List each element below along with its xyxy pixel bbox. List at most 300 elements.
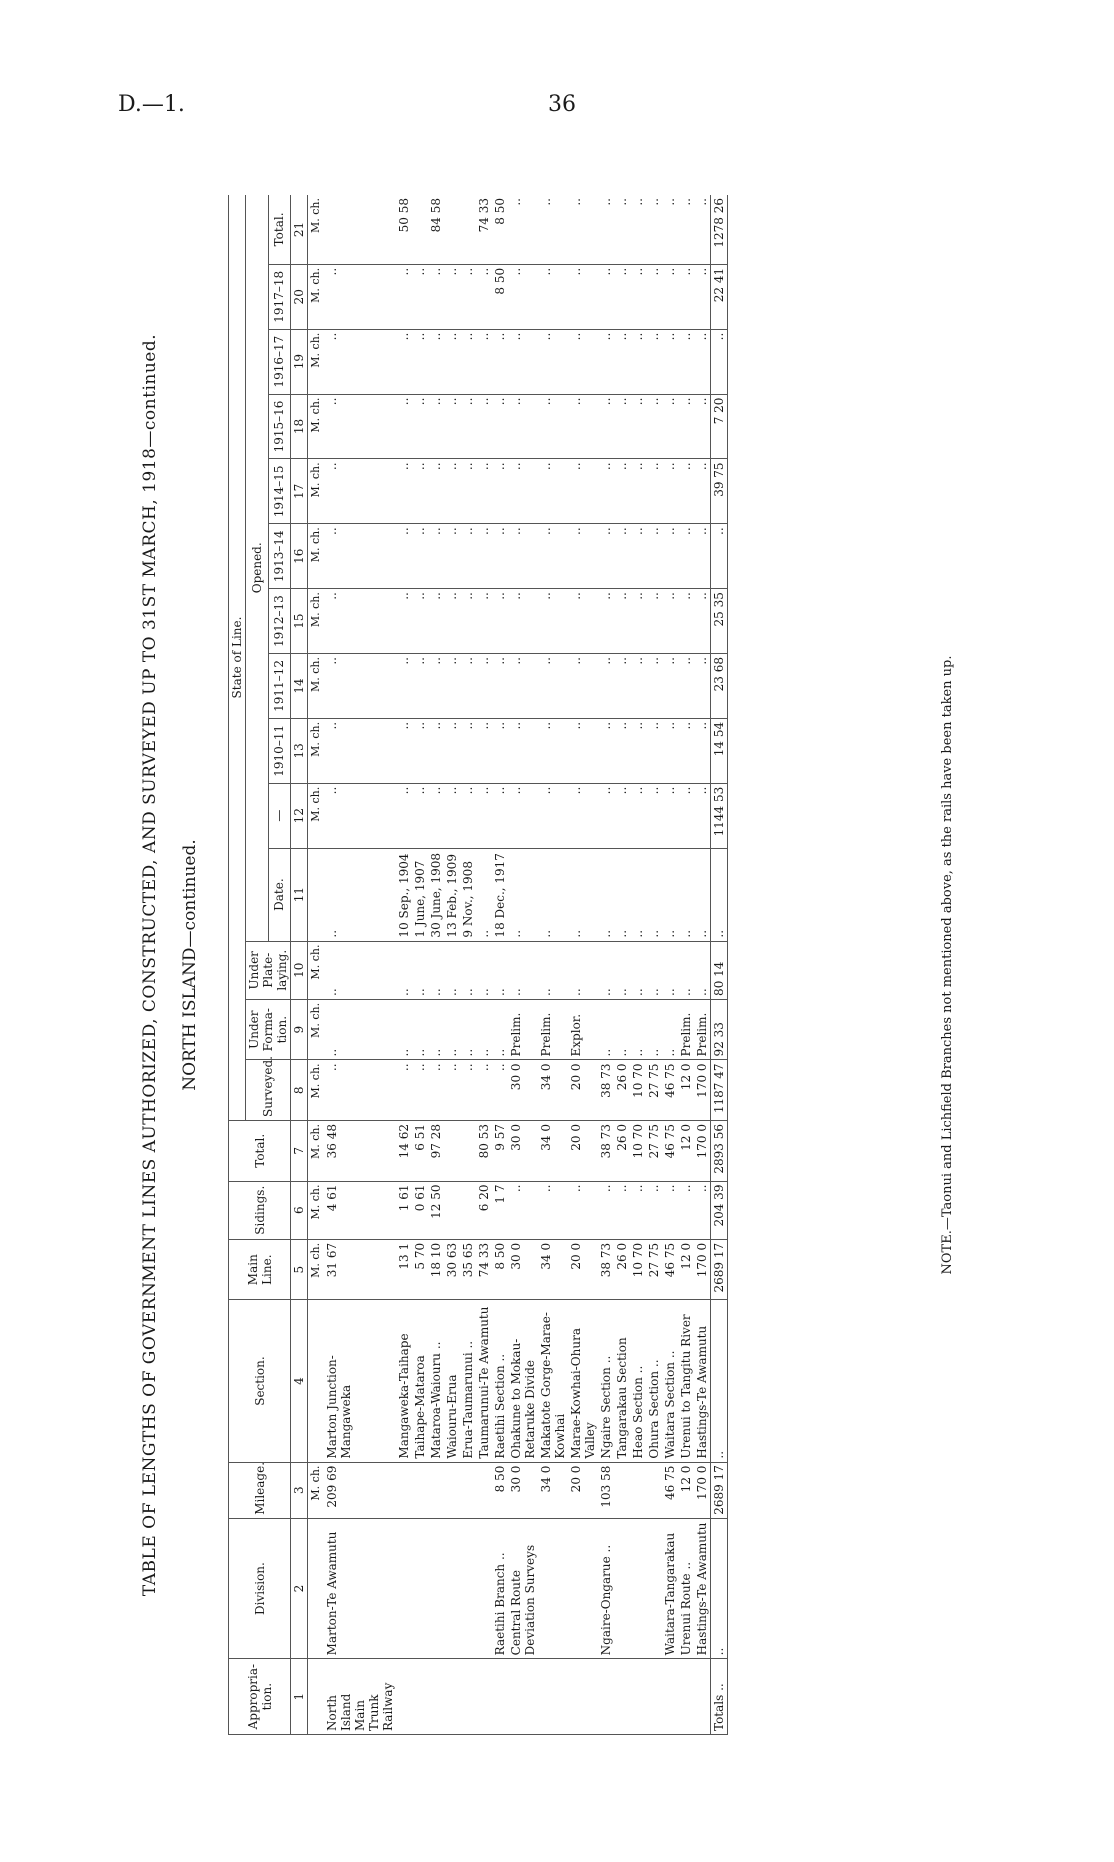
cell-c16: ..	[396, 524, 412, 589]
cell-formation: ..	[646, 999, 662, 1060]
cell-surveyed: 12 0	[678, 1060, 694, 1121]
cell-c18: ..	[444, 394, 460, 459]
cell-c19: ..	[428, 329, 444, 394]
cell-c13: ..	[460, 718, 476, 783]
total-cell-total: 2893 56	[711, 1121, 728, 1182]
cell-total: 10 70	[630, 1121, 646, 1182]
total-cell-surveyed: 1187 47	[711, 1060, 728, 1121]
cell-main: 20 0	[568, 1239, 598, 1300]
cell-c13: ..	[630, 718, 646, 783]
cell-appropriation	[396, 1659, 412, 1735]
cell-c12: ..	[428, 783, 444, 848]
header-sidings: Sidings.	[229, 1181, 291, 1239]
cell-c19: ..	[694, 329, 711, 394]
total-cell-c15: 25 35	[711, 589, 728, 654]
cell-c17: ..	[630, 459, 646, 524]
header-opened: Opened.	[246, 195, 269, 941]
cell-c21: ..	[568, 195, 598, 264]
cell-main: 34 0	[538, 1239, 568, 1300]
cell-surveyed: ..	[460, 1060, 476, 1121]
table-body	[308, 195, 728, 1735]
cell-c21: ..	[598, 195, 614, 264]
cell-c12: ..	[662, 783, 678, 848]
cell-appropriation	[646, 1659, 662, 1735]
cell-sidings: ..	[646, 1181, 662, 1239]
cell-c21: 74 33	[476, 195, 492, 264]
cell-date: 13 Feb., 1909	[444, 848, 460, 941]
cell-c16: ..	[476, 524, 492, 589]
cell-sidings: ..	[508, 1181, 538, 1239]
table-title: TABLE OF LENGTHS OF GOVERNMENT LINES AUTHORIZED, CONSTRUCTED, AND SURVEYED UP TO 31ST MARCH, 1918—continued.	[140, 333, 160, 1597]
header-1917-18: 1917–18	[268, 264, 291, 329]
cell-c15: ..	[646, 589, 662, 654]
cell-main: 46 75	[662, 1239, 678, 1300]
cell-c16: ..	[598, 524, 614, 589]
cell-c14: ..	[428, 654, 444, 719]
cell-c21: 8 50	[492, 195, 508, 264]
cell-c14: ..	[694, 654, 711, 719]
cell-section: Ohura Section ..	[646, 1300, 662, 1462]
cell-c18: ..	[646, 394, 662, 459]
cell-section: Taihape-Mataroa	[412, 1300, 428, 1462]
cell-c17: ..	[614, 459, 630, 524]
cell-c18: ..	[396, 394, 412, 459]
cell-platelaying: ..	[396, 941, 412, 999]
cell-c21: ..	[646, 195, 662, 264]
column-number: 5	[291, 1239, 308, 1300]
cell-division	[428, 1518, 444, 1659]
cell-appropriation: North Island Main Trunk Railway	[324, 1659, 396, 1735]
cell-formation: ..	[492, 999, 508, 1060]
cell-platelaying: ..	[614, 941, 630, 999]
cell-appropriation	[460, 1659, 476, 1735]
total-cell-date: ..	[711, 848, 728, 941]
column-number: 6	[291, 1181, 308, 1239]
cell-c14: ..	[396, 654, 412, 719]
cell-date: ..	[538, 848, 568, 941]
cell-main: 5 70	[412, 1239, 428, 1300]
column-number: 9	[291, 999, 308, 1060]
lengths-table-wrap	[228, 195, 728, 1735]
cell-formation: Prelim.	[538, 999, 568, 1060]
cell-c17: ..	[460, 459, 476, 524]
cell-c21: ..	[538, 195, 568, 264]
cell-appropriation	[412, 1659, 428, 1735]
cell-formation: ..	[412, 999, 428, 1060]
cell-c20: ..	[460, 264, 476, 329]
cell-section: Taumarunui-Te Awamutu	[476, 1300, 492, 1462]
cell-mileage	[444, 1462, 460, 1518]
cell-division	[568, 1518, 598, 1659]
total-cell-c14: 23 68	[711, 654, 728, 719]
cell-c16: ..	[614, 524, 630, 589]
cell-platelaying: ..	[694, 941, 711, 999]
column-number: 2	[291, 1518, 308, 1659]
cell-surveyed: 20 0	[568, 1060, 598, 1121]
column-number: 15	[291, 589, 308, 654]
cell-c12: ..	[508, 783, 538, 848]
table-row	[324, 195, 396, 1735]
cell-c19: ..	[396, 329, 412, 394]
cell-c13: ..	[444, 718, 460, 783]
lengths-table	[228, 195, 728, 1735]
cell-c18: ..	[492, 394, 508, 459]
cell-platelaying: ..	[630, 941, 646, 999]
cell-c13: ..	[694, 718, 711, 783]
cell-sidings: 0 61	[412, 1181, 428, 1239]
cell-c19: ..	[646, 329, 662, 394]
cell-total: 20 0	[568, 1121, 598, 1182]
cell-appropriation	[492, 1659, 508, 1735]
total-cell-label: Totals ..	[711, 1659, 728, 1735]
cell-section: Ngaire Section ..	[598, 1300, 614, 1462]
header-opened-total: Total.	[268, 195, 291, 264]
table-row	[678, 195, 694, 1735]
cell-formation: ..	[396, 999, 412, 1060]
cell-date: ..	[476, 848, 492, 941]
cell-c20: 8 50	[492, 264, 508, 329]
header-total: Total.	[229, 1121, 291, 1182]
cell-sidings: ..	[538, 1181, 568, 1239]
cell-date: ..	[694, 848, 711, 941]
column-number: 8	[291, 1060, 308, 1121]
cell-division: Ngaire-Ongarue ..	[598, 1518, 614, 1659]
cell-c19: ..	[630, 329, 646, 394]
cell-c19: ..	[678, 329, 694, 394]
cell-mileage	[460, 1462, 476, 1518]
cell-c18: ..	[412, 394, 428, 459]
cell-c12: ..	[678, 783, 694, 848]
cell-c21: ..	[614, 195, 630, 264]
unit-cell-empty	[308, 1300, 325, 1462]
cell-sidings: ..	[568, 1181, 598, 1239]
cell-section: Erua-Taumarunui ..	[460, 1300, 476, 1462]
cell-main: 12 0	[678, 1239, 694, 1300]
cell-mileage: 8 50	[492, 1462, 508, 1518]
cell-c16: ..	[412, 524, 428, 589]
total-cell-mileage: 2689 17	[711, 1462, 728, 1518]
cell-section: Marton Junction-Mangaweka	[324, 1300, 396, 1462]
cell-surveyed: ..	[492, 1060, 508, 1121]
total-cell-c12: 1144 53	[711, 783, 728, 848]
cell-c15: ..	[678, 589, 694, 654]
cell-division: Raetihi Branch ..	[492, 1518, 508, 1659]
cell-division: Marton-Te Awamutu	[324, 1518, 396, 1659]
cell-c16: ..	[324, 524, 396, 589]
cell-c13: ..	[662, 718, 678, 783]
unit-label: M. ch.	[308, 718, 325, 783]
cell-appropriation	[678, 1659, 694, 1735]
cell-c20: ..	[396, 264, 412, 329]
total-cell-c20: 22 41	[711, 264, 728, 329]
table-row	[614, 195, 630, 1735]
cell-division	[538, 1518, 568, 1659]
cell-section: Mataroa-Waiouru ..	[428, 1300, 444, 1462]
cell-c14: ..	[444, 654, 460, 719]
cell-date: ..	[568, 848, 598, 941]
cell-formation: ..	[614, 999, 630, 1060]
cell-c17: ..	[598, 459, 614, 524]
cell-platelaying: ..	[538, 941, 568, 999]
cell-c15: ..	[508, 589, 538, 654]
cell-c14: ..	[412, 654, 428, 719]
cell-total: 9 57	[492, 1121, 508, 1182]
unit-label: M. ch.	[308, 999, 325, 1060]
cell-c13: ..	[568, 718, 598, 783]
cell-total: 46 75	[662, 1121, 678, 1182]
cell-formation: ..	[428, 999, 444, 1060]
cell-c17: ..	[678, 459, 694, 524]
unit-row	[308, 195, 325, 1735]
cell-c18: ..	[428, 394, 444, 459]
cell-c19: ..	[538, 329, 568, 394]
table-note: NOTE.—Taonui and Lichfield Branches not mentioned above, as the rails have been taken up.	[940, 655, 955, 1275]
cell-platelaying: ..	[646, 941, 662, 999]
cell-main: 10 70	[630, 1239, 646, 1300]
unit-label: M. ch.	[308, 1060, 325, 1121]
cell-section: Marae-Kowhai-Ohura Valley	[568, 1300, 598, 1462]
unit-label: M. ch.	[308, 1462, 325, 1518]
header-1910-11: 1910–11	[268, 718, 291, 783]
cell-mileage	[614, 1462, 630, 1518]
unit-label: M. ch.	[308, 1121, 325, 1182]
column-number: 19	[291, 329, 308, 394]
cell-formation: ..	[662, 999, 678, 1060]
unit-label: M. ch.	[308, 1181, 325, 1239]
cell-c21: ..	[678, 195, 694, 264]
unit-label: M. ch.	[308, 195, 325, 264]
cell-c17: ..	[568, 459, 598, 524]
column-number: 13	[291, 718, 308, 783]
total-cell-c13: 14 54	[711, 718, 728, 783]
cell-sidings	[460, 1181, 476, 1239]
unit-cell-empty	[308, 1659, 325, 1735]
header-appropriation: Appropria-tion.	[229, 1659, 291, 1735]
cell-c19: ..	[614, 329, 630, 394]
cell-c18: ..	[460, 394, 476, 459]
cell-c20: ..	[678, 264, 694, 329]
cell-c15: ..	[598, 589, 614, 654]
cell-mileage	[412, 1462, 428, 1518]
cell-formation: ..	[444, 999, 460, 1060]
cell-surveyed: 10 70	[630, 1060, 646, 1121]
cell-platelaying: ..	[492, 941, 508, 999]
cell-sidings: ..	[694, 1181, 711, 1239]
cell-c17: ..	[662, 459, 678, 524]
unit-cell-empty	[308, 1518, 325, 1659]
cell-sidings: 12 50	[428, 1181, 444, 1239]
cell-formation: ..	[630, 999, 646, 1060]
cell-c15: ..	[694, 589, 711, 654]
cell-c14: ..	[662, 654, 678, 719]
table-row	[508, 195, 538, 1735]
cell-platelaying: ..	[508, 941, 538, 999]
cell-c13: ..	[614, 718, 630, 783]
cell-c15: ..	[444, 589, 460, 654]
total-cell-sidings: 204 39	[711, 1181, 728, 1239]
cell-main: 13 1	[396, 1239, 412, 1300]
cell-c12: ..	[492, 783, 508, 848]
cell-date: 30 June, 1908	[428, 848, 444, 941]
cell-division	[614, 1518, 630, 1659]
cell-c13: ..	[476, 718, 492, 783]
cell-c12: ..	[630, 783, 646, 848]
cell-sidings: 1 7	[492, 1181, 508, 1239]
total-cell-c16: ..	[711, 524, 728, 589]
cell-section: Waiouru-Erua	[444, 1300, 460, 1462]
cell-c13: ..	[598, 718, 614, 783]
column-number: 7	[291, 1121, 308, 1182]
cell-c15: ..	[662, 589, 678, 654]
cell-c16: ..	[538, 524, 568, 589]
cell-c16: ..	[492, 524, 508, 589]
cell-c12: ..	[396, 783, 412, 848]
cell-mileage: 12 0	[678, 1462, 694, 1518]
unit-label: M. ch.	[308, 459, 325, 524]
cell-c18: ..	[614, 394, 630, 459]
column-number: 10	[291, 941, 308, 999]
cell-date: ..	[508, 848, 538, 941]
column-number: 4	[291, 1300, 308, 1462]
cell-c20: ..	[568, 264, 598, 329]
cell-c12: ..	[476, 783, 492, 848]
cell-surveyed: 38 73	[598, 1060, 614, 1121]
cell-c21: ..	[694, 195, 711, 264]
cell-section: Waitara Section ..	[662, 1300, 678, 1462]
table-row	[568, 195, 598, 1735]
cell-date: 9 Nov., 1908	[460, 848, 476, 941]
cell-section: Mangaweka-Taihape	[396, 1300, 412, 1462]
cell-section: Ohakune to Mokau-Retaruke Divide	[508, 1300, 538, 1462]
cell-c16: ..	[694, 524, 711, 589]
cell-c13: ..	[678, 718, 694, 783]
cell-c17: ..	[412, 459, 428, 524]
header-surveyed: Surveyed.	[246, 1060, 291, 1121]
unit-label: M. ch.	[308, 654, 325, 719]
cell-c14: ..	[614, 654, 630, 719]
unit-label: M. ch.	[308, 329, 325, 394]
cell-c13: ..	[492, 718, 508, 783]
cell-division	[476, 1518, 492, 1659]
unit-cell-empty	[308, 848, 325, 941]
cell-c17: ..	[324, 459, 396, 524]
cell-c16: ..	[508, 524, 538, 589]
cell-c15: ..	[568, 589, 598, 654]
column-number: 3	[291, 1462, 308, 1518]
cell-c14: ..	[630, 654, 646, 719]
header-1912-13: 1912–13	[268, 589, 291, 654]
cell-c15: ..	[428, 589, 444, 654]
cell-division: Waitara-Tangarakau	[662, 1518, 678, 1659]
table-row	[460, 195, 476, 1735]
cell-c21: 50 58	[396, 195, 412, 264]
cell-c19: ..	[412, 329, 428, 394]
total-cell-section: ..	[711, 1300, 728, 1462]
cell-c16: ..	[568, 524, 598, 589]
cell-main: 18 10	[428, 1239, 444, 1300]
cell-surveyed: ..	[412, 1060, 428, 1121]
cell-c16: ..	[630, 524, 646, 589]
cell-c14: ..	[508, 654, 538, 719]
total-cell-c17: 39 75	[711, 459, 728, 524]
cell-formation: ..	[598, 999, 614, 1060]
cell-section: Makatote Gorge-Marae-Kowhai	[538, 1300, 568, 1462]
cell-date: ..	[630, 848, 646, 941]
cell-mileage: 170 0	[694, 1462, 711, 1518]
cell-c19: ..	[508, 329, 538, 394]
cell-mileage: 46 75	[662, 1462, 678, 1518]
cell-c18: ..	[662, 394, 678, 459]
cell-c14: ..	[476, 654, 492, 719]
header-date: Date.	[268, 848, 291, 941]
cell-c21: 84 58	[428, 195, 444, 264]
cell-total: 12 0	[678, 1121, 694, 1182]
cell-c17: ..	[508, 459, 538, 524]
header-1915-16: 1915–16	[268, 394, 291, 459]
cell-formation: Explor.	[568, 999, 598, 1060]
cell-c18: ..	[694, 394, 711, 459]
cell-date: ..	[598, 848, 614, 941]
cell-appropriation	[476, 1659, 492, 1735]
cell-sidings: ..	[630, 1181, 646, 1239]
total-cell-c19: ..	[711, 329, 728, 394]
cell-section: Raetihi Section ..	[492, 1300, 508, 1462]
cell-c15: ..	[538, 589, 568, 654]
cell-c15: ..	[396, 589, 412, 654]
cell-division	[412, 1518, 428, 1659]
cell-division: Central Route Deviation Surveys	[508, 1518, 538, 1659]
cell-c18: ..	[630, 394, 646, 459]
column-number: 1	[291, 1659, 308, 1735]
cell-main: 30 63	[444, 1239, 460, 1300]
cell-c15: ..	[614, 589, 630, 654]
cell-mileage	[646, 1462, 662, 1518]
cell-surveyed: 46 75	[662, 1060, 678, 1121]
table-row	[476, 195, 492, 1735]
cell-date: ..	[662, 848, 678, 941]
cell-c13: ..	[324, 718, 396, 783]
cell-c15: ..	[492, 589, 508, 654]
cell-appropriation	[598, 1659, 614, 1735]
cell-section: Hastings-Te Awamutu	[694, 1300, 711, 1462]
cell-c18: ..	[508, 394, 538, 459]
cell-c13: ..	[396, 718, 412, 783]
cell-c12: ..	[412, 783, 428, 848]
column-number: 18	[291, 394, 308, 459]
header-state-of-line: State of Line.	[229, 195, 246, 1121]
total-cell-c21: 1278 26	[711, 195, 728, 264]
rotated-table-page	[140, 195, 990, 1735]
total-cell-main: 2689 17	[711, 1239, 728, 1300]
total-cell-formation: 92 33	[711, 999, 728, 1060]
cell-mileage: 30 0	[508, 1462, 538, 1518]
cell-c21	[444, 195, 460, 264]
cell-sidings: 6 20	[476, 1181, 492, 1239]
cell-division	[460, 1518, 476, 1659]
cell-c20: ..	[538, 264, 568, 329]
header-mileage: Mileage.	[229, 1462, 291, 1518]
cell-surveyed: ..	[444, 1060, 460, 1121]
cell-c14: ..	[598, 654, 614, 719]
cell-formation: Prelim.	[694, 999, 711, 1060]
cell-surveyed: ..	[396, 1060, 412, 1121]
table-subtitle: NORTH ISLAND—continued.	[180, 839, 200, 1091]
cell-date: 18 Dec., 1917	[492, 848, 508, 941]
total-cell-platelaying: 80 14	[711, 941, 728, 999]
table-row	[538, 195, 568, 1735]
cell-main: 170 0	[694, 1239, 711, 1300]
header-dash: —	[268, 783, 291, 848]
